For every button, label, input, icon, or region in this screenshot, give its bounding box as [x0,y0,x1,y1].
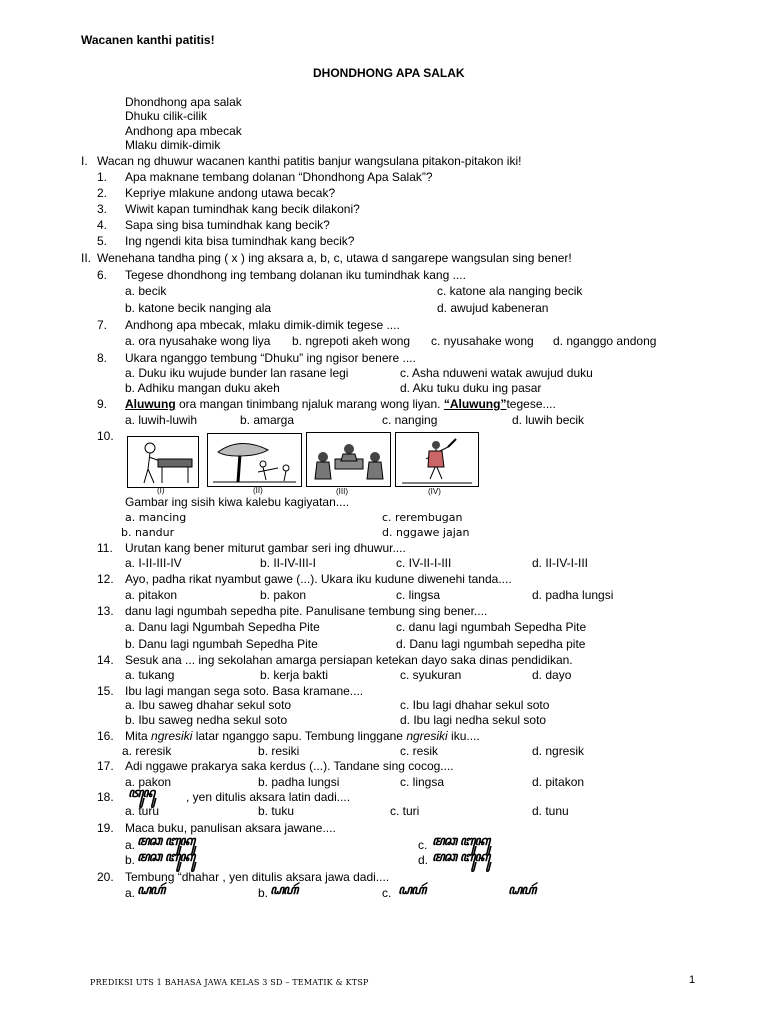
option-c: c. katone ala nanging becik [437,284,583,298]
option-d: d. pitakon [532,775,585,789]
option-c: c. turi [390,804,420,818]
option-d: d. Aku tuku duku ing pasar [400,381,542,395]
option-b: b. [258,886,269,900]
option-b: b. Ibu saweg nedha sekul soto [125,713,288,727]
question-text-part: ora mangan tinimbang njaluk marang wong liyan. [175,397,444,411]
question-text: Kepriye mlakune andong utawa becak? [125,186,336,200]
picture-caption: (IV) [428,487,441,496]
question-text: Sesuk ana ... ing sekolahan amarga persiapan ketekan dayo saka dinas pendidikan. [125,653,573,667]
question-number: 14. [97,653,114,667]
poem-line: Dhondhong apa salak [125,95,242,109]
question-number: 6. [97,268,108,282]
option-b: b. Adhiku mangan duku akeh [125,381,280,395]
option-c: c. [382,886,392,900]
option-a: a. becik [125,284,167,298]
question-text-part: iku.... [447,729,480,743]
question-number: 13. [97,604,114,618]
option-b: b. Danu lagi ngumbah Sepedha Pite [125,637,318,651]
option-d: d. tunu [532,804,569,818]
option-c: c. rerembugan [382,511,463,524]
question-text: Maca buku, panulisan aksara jawane.... [125,821,336,835]
option-a: a. Danu lagi Ngumbah Sepedha Pite [125,620,320,634]
option-d: d. [418,853,429,867]
javanese-script-option: ꦝꦲꦂ [137,883,165,898]
option-d: d. ngresik [532,744,585,758]
option-c: c. lingsa [400,775,445,789]
question-number: 19. [97,821,114,835]
person-sweeping-icon [396,433,478,486]
question-number: 1. [97,170,108,184]
question-text: Ayo, padha rikat nyambut gawe (...). Ukara iku kudune diwenehi tanda.... [125,572,512,586]
option-c: c. nanging [382,413,438,427]
question-text: , yen ditulis aksara latin dadi.... [186,790,351,804]
option-a: a. mancing [125,511,187,524]
question-number: 10. [97,429,114,443]
option-d: d. Ibu lagi nedha sekul soto [400,713,547,727]
poem-line: Mlaku dimik-dimik [125,138,221,152]
option-d: d. dayo [532,668,572,682]
javanese-script-option: ꦝꦲꦂ [270,883,298,898]
picture-iv [395,432,479,487]
javanese-script-option: ꦩꦕ ꦧꦸꦏꦸ [137,850,195,865]
option-d: d. nganggo andong [553,334,657,348]
question-text: Apa maknane tembang dolanan “Dhondhong Apa Salak”? [125,170,433,184]
question-text: Andhong apa mbecak, mlaku dimik-dimik tegese .... [125,318,400,332]
option-b: b. ngrepoti akeh wong [292,334,411,348]
question-text: Adi nggawe prakarya saka kerdus (...). Tandane sing cocog.... [125,759,454,773]
option-a: a. ora nyusahake wong liya [125,334,271,348]
option-c: c. syukuran [400,668,462,682]
picture-ii [207,433,302,487]
question-text: Sapa sing bisa tumindhak kang becik? [125,218,330,232]
document-title: DHONDHONG APA SALAK [313,66,465,80]
option-b: b. tuku [258,804,295,818]
question-text-part: tegese.... [506,397,556,411]
section-instruction: Wacan ng dhuwur wacanen kanthi patitis banjur wangsulana pitakon-pitakon iki! [97,154,522,168]
picture-caption: (II) [253,486,263,495]
option-d: d. Danu lagi ngumbah sepedha pite [396,637,586,651]
question-number: 2. [97,186,108,200]
option-d: d. nggawe jajan [382,526,470,539]
question-text [125,397,556,411]
option-b: b. resiki [258,744,300,758]
section-numeral: I. [81,154,88,168]
picture-i [127,436,199,488]
option-a: a. pakon [125,775,172,789]
question-text-part: Mita [125,729,152,743]
picture-caption: (III) [336,487,348,496]
option-c: c. resik [400,744,439,758]
option-c: c. Asha nduweni watak awujud duku [400,366,593,380]
option-c: c. nyusahake wong [431,334,534,348]
italic-word: ngresiki [406,729,448,743]
question-number: 16. [97,729,114,743]
question-text: Ing ngendi kita bisa tumindhak kang becik? [125,234,355,248]
option-a: a. pitakon [125,588,178,602]
option-a: a. [125,886,136,900]
option-c: c. danu lagi ngumbah Sepedha Pite [396,620,587,634]
question-text-part: latar nganggo sapu. Tembung linggane [192,729,407,743]
question-text: Wiwit kapan tumindhak kang becik dilakoni? [125,202,360,216]
question-text: Gambar ing sisih kiwa kalebu kagiyatan.... [125,495,350,509]
question-number: 4. [97,218,108,232]
question-text: Ukara nganggo tembung “Dhuku” ing ngisor benere .... [125,351,416,365]
option-a: a. luwih-luwih [125,413,198,427]
picture-iii [306,432,391,487]
group-discussion-icon [307,433,390,486]
option-a: a. reresik [122,744,172,758]
option-a: a. I-II-III-IV [125,556,182,570]
javanese-script-option: ꦝꦲꦂ [508,883,536,898]
option-c: c. [418,838,428,852]
question-number: 5. [97,234,108,248]
option-d: d. II-IV-I-III [532,556,589,570]
option-d: d. luwih becik [512,413,585,427]
javanese-script-option: ꦩꦕ ꦧꦸꦏꦸ [137,834,195,849]
option-a: a. turu [125,804,160,818]
question-number: 7. [97,318,108,332]
option-c: c. Ibu lagi dhahar sekul soto [400,698,550,712]
picture-caption: (I) [157,486,165,495]
question-text [125,729,480,743]
option-b: b. kerja bakti [260,668,329,682]
question-number: 20. [97,870,114,884]
question-number: 12. [97,572,114,586]
poem-line: Andhong apa mbecak [125,124,242,138]
underlined-word: Aluwung [125,397,176,411]
section-numeral: II. [81,251,92,265]
underlined-word: “Aluwung” [443,397,507,411]
javanese-script-option: ꦩꦕ ꦧꦸꦏꦸ [432,834,490,849]
javanese-script-option: ꦩꦕ ꦧꦸꦏꦸ [432,850,490,865]
question-text: danu lagi ngumbah sepedha pite. Panulisane tembung sing bener.... [125,604,488,618]
javanese-script-option: ꦝꦲꦂ [398,883,426,898]
option-a: a. Duku iku wujude bunder lan rasane legi [125,366,349,380]
page-footer: PREDIKSI UTS 1 BAHASA JAWA KELAS 3 SD – TEMATIK & KTSP [90,978,369,987]
option-b: b. pakon [260,588,307,602]
question-number: 18. [97,790,114,804]
question-text: Tegese dhondhong ing tembang dolanan iku tumindhak kang .... [125,268,466,282]
page-number: 1 [689,974,696,986]
person-at-table-icon [128,437,198,487]
question-number: 15. [97,684,114,698]
question-text: Urutan kang bener miturut gambar seri ing dhuwur.... [125,541,406,555]
option-c: c. IV-II-I-III [396,556,452,570]
option-d: d. padha lungsi [532,588,614,602]
tree-and-people-icon [208,434,301,486]
option-b: b. amarga [240,413,295,427]
option-a: a. [125,838,136,852]
option-b: b. nandur [121,526,175,539]
option-c: c. lingsa [396,588,441,602]
option-d: d. awujud kabeneran [437,301,549,315]
option-b: b. II-IV-III-I [260,556,317,570]
section-instruction: Wenehana tandha ping ( x ) ing aksara a, b, c, utawa d sangarepe wangsulan sing bener! [97,251,572,265]
question-number: 17. [97,759,114,773]
question-text: Ibu lagi mangan sega soto. Basa kramane.... [125,684,364,698]
option-b: b. [125,853,136,867]
question-number: 3. [97,202,108,216]
question-number: 8. [97,351,108,365]
poem-line: Dhuku cilik-cilik [125,109,208,123]
question-text: Tembung “dhahar , yen ditulis aksara jawa dadi.... [125,870,390,884]
option-b: b. katone becik nanging ala [125,301,272,315]
option-b: b. padha lungsi [258,775,340,789]
option-a: a. tukang [125,668,175,682]
javanese-script-word: ꦠꦸꦤꦸ [128,786,155,801]
italic-word: ngresiki [151,729,193,743]
question-number: 9. [97,397,108,411]
option-a: a. Ibu saweg dhahar sekul soto [125,698,292,712]
question-number: 11. [97,541,113,555]
instruction-heading: Wacanen kanthi patitis! [81,33,215,47]
